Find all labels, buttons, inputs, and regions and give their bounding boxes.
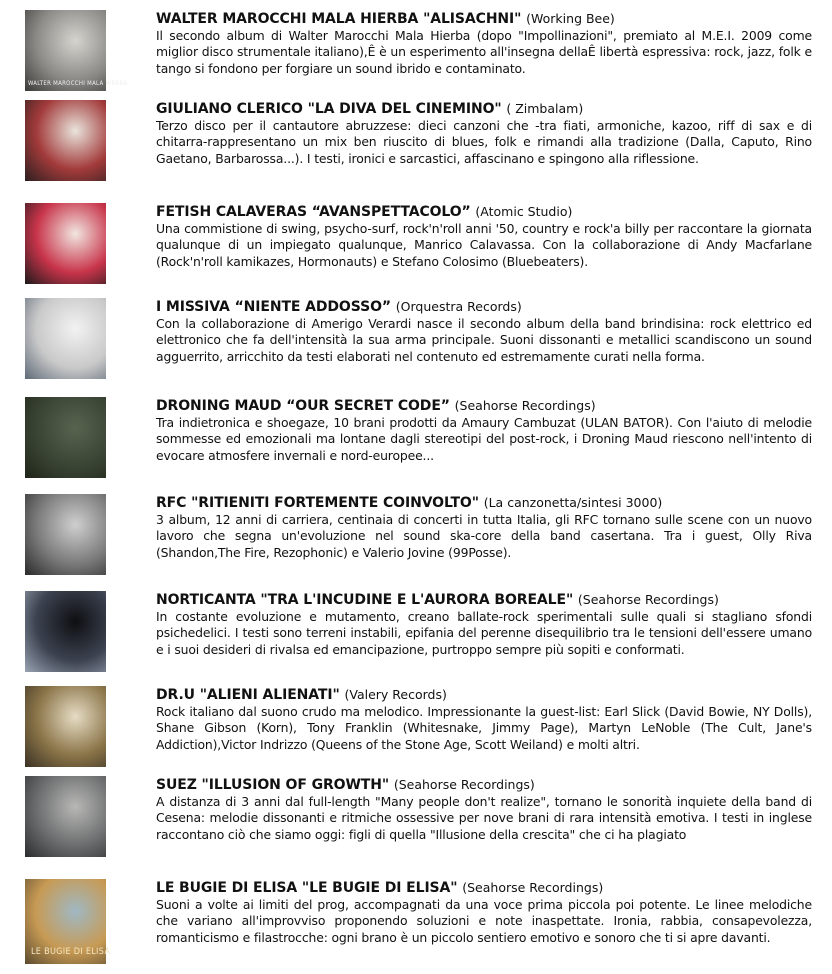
record-label: (Valery Records) (344, 687, 447, 702)
album-description: 3 album, 12 anni di carriera, centinaia di concerti in tutta Italia, gli RFC tornano sulle scene con un nuovo lavoro che segna un'evoluzione nel sound ska-core della band casertana. Tra i guest, Olly Riva (Shandon,The Fire, Rezophonic) e Valerio Jovine (99Posse). (156, 512, 812, 560)
review-text (156, 591, 812, 658)
album-heading (156, 879, 812, 897)
album-cover (25, 298, 106, 379)
album-cover (25, 776, 106, 857)
album-cover (25, 494, 106, 575)
album-title: WALTER MAROCCHI MALA HIERBA "ALISACHNI" (156, 11, 522, 27)
album-heading (156, 10, 812, 28)
album-title: NORTICANTA "TRA L'INCUDINE E L'AURORA BOREALE" (156, 592, 574, 608)
album-description: A distanza di 3 anni dal full-length "Many people don't realize", tornano le sonorità inquiete della band di Cesena: melodie dissonanti e ritmiche ossessive per nove brani di rara intensità emotiva. I testi in inglese raccontano ciò che siamo oggi: figli di quella "Illusione della crescita" che ci ha plagiato (156, 794, 812, 842)
album-title: I MISSIVA “NIENTE ADDOSSO” (156, 299, 391, 315)
review-text (156, 494, 812, 561)
album-title: DR.U "ALIENI ALIENATI" (156, 687, 340, 703)
album-title: DRONING MAUD “OUR SECRET CODE” (156, 398, 450, 414)
album-title: LE BUGIE DI ELISA "LE BUGIE DI ELISA" (156, 880, 458, 896)
album-title: SUEZ "ILLUSION OF GROWTH" (156, 777, 390, 793)
review-text (156, 298, 812, 365)
album-description: Tra indietronica e shoegaze, 10 brani prodotti da Amaury Cambuzat (ULAN BATOR). Con l'aiuto di melodie sommesse ed emozionali ma lontane dagli stereotipi del post-rock, i Droning Maud riescono nell'intento di evocare atmosfere invernali e nord-europee... (156, 415, 812, 463)
album-heading (156, 494, 812, 512)
record-label: (Seahorse Recordings) (577, 592, 719, 607)
album-description: Il secondo album di Walter Marocchi Mala Hierba (dopo "Impollinazioni", premiato al M.E.I. 2009 come miglior disco strumentale italiano),Ê è un esperimento all'insegna dellaÊ libertà espressiva: rock, jazz, folk e tango si fondono per forgiare un sound ibrido e contaminato. (156, 28, 812, 76)
review-text (156, 10, 812, 77)
record-label: (Seahorse Recordings) (393, 777, 535, 792)
album-heading (156, 298, 812, 316)
cover-text: LE BUGIE DI ELISA (31, 947, 111, 957)
album-description: In costante evoluzione e mutamento, creano ballate-rock sperimentali sulle quali si stagliano sfondi psichedelici. I testi sono terreni instabili, epifania del perenne disequilibrio tra le tensioni dell'essere umano e i suoi desideri di rivalsa ed emancipazione, purtroppo sempre più sopiti e conformati. (156, 609, 812, 657)
review-text (156, 686, 812, 753)
album-heading (156, 591, 812, 609)
album-cover (25, 397, 106, 478)
album-description: Terzo disco per il cantautore abruzzese: dieci canzoni che -tra fiati, armoniche, kazoo, riff di sax e di chitarra-rappresentano un mix ben riuscito di blues, folk e rimandi alla tradizione (Dalla, Caputo, Rino Gaetano, Barbarossa...). I testi, ironici e sarcastici, affascinano e spingono alla riflessione. (156, 118, 812, 166)
record-label: (Orquestra Records) (395, 299, 522, 314)
album-title: RFC "RITIENITI FORTEMENTE COINVOLTO" (156, 495, 479, 511)
record-label: (Atomic Studio) (475, 204, 573, 219)
album-cover (25, 10, 128, 91)
cover-text: WALTER MAROCCHI MALA HIERBA (28, 80, 128, 87)
review-text (156, 100, 812, 167)
review-text (156, 776, 812, 843)
record-label: (Seahorse Recordings) (462, 880, 604, 895)
album-cover (25, 100, 106, 181)
album-title: GIULIANO CLERICO "LA DIVA DEL CINEMINO" (156, 101, 502, 117)
album-description: Una commistione di swing, psycho-surf, rock'n'roll anni '50, country e rock'a billy per raccontare la giornata qualunque di un impiegato qualunque, Manrico Calavassa. Con la collaborazione di Andy Macfarlane (Rock'n'roll kamikazes, Hormonauts) e Stefano Colosimo (Bluebeaters). (156, 221, 812, 269)
record-label: (Seahorse Recordings) (454, 398, 596, 413)
review-text (156, 397, 812, 464)
album-description: Suoni a volte ai limiti del prog, accompagnati da una voce prima piccola poi potente. Le linee melodiche che variano all'improvviso proponendo soluzioni e note inaspettate. Ironia, rabbia, consapevolezza, romanticismo e filastrocche: ogni brano è un piccolo sentiero emotivo e sonoro che ti si apre davanti. (156, 897, 812, 945)
album-heading (156, 397, 812, 415)
album-description: Con la collaborazione di Amerigo Verardi nasce il secondo album della band brindisina: rock elettrico ed elettronico che fa dell'intensità la sua arma principale. Suoni dissonanti e metallici scandiscono un sound agguerrito, arricchito da testi elaborati nel contenuto ed estremamente curati nella forma. (156, 316, 812, 364)
record-label: (La canzonetta/sintesi 3000) (483, 495, 663, 510)
album-cover (25, 686, 106, 767)
album-description: Rock italiano dal suono crudo ma melodico. Impressionante la guest-list: Earl Slick (David Bowie, NY Dolls), Shane Gibson (Korn), Tony Franklin (Whitesnake, Jimmy Page), Martyn LeNoble (The Cult, Jane's Addiction),Victor Indrizzo (Queens of the Stone Age, Scott Weiland) e molti altri. (156, 704, 812, 752)
album-cover (25, 879, 111, 964)
album-heading (156, 100, 812, 118)
review-text (156, 203, 812, 270)
record-label: (Working Bee) (526, 11, 615, 26)
album-title: FETISH CALAVERAS “AVANSPETTACOLO” (156, 204, 471, 220)
album-cover (25, 203, 106, 284)
album-cover (25, 591, 106, 672)
album-heading (156, 203, 812, 221)
album-heading (156, 776, 812, 794)
album-heading (156, 686, 812, 704)
review-text (156, 879, 812, 946)
record-label: ( Zimbalam) (506, 101, 584, 116)
